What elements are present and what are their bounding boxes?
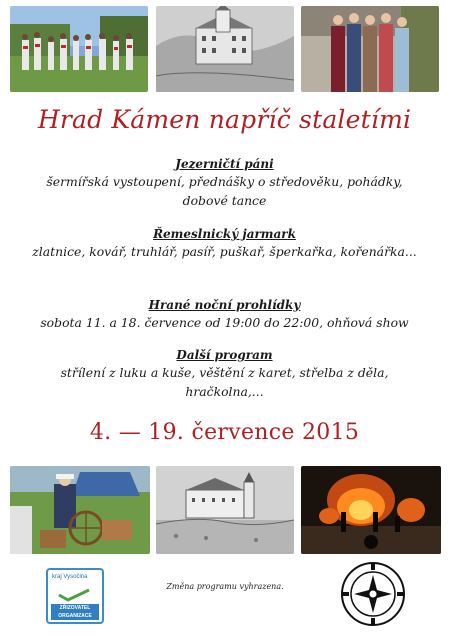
page-title: Hrad Kámen napříč staletími [37,105,412,134]
section-text: šermířská vystoupení, přednášky o středověku, pohádky, dobové tance [46,174,403,208]
seal-emblem [340,561,406,627]
event-dates: 4. — 19. července 2015 [89,420,360,445]
section-text: sobota 11. a 18. července od 19:00 do 22:00, ohňová show [40,315,409,330]
section-heading: Jezerničtí páni [175,157,274,171]
section-heading: Hrané noční prohlídky [148,298,301,312]
logo-brand-text: kraj Vysočina [52,574,88,580]
ladies-costume-photo [301,6,439,92]
section-jarmark [0,226,449,261]
section-heading: Řemeslnický jarmark [153,227,296,241]
logo-badge: ZŘIZOVATEL ORGANIZACE [51,604,99,620]
section-nocni-prohlidky [0,297,449,332]
program-change-note: Změna programu vyhrazena. [166,582,284,591]
section-dalsi-program [0,347,449,401]
castle-engraving [156,6,294,92]
fire-show-photo [301,466,441,554]
section-heading: Další program [176,348,273,362]
section-text: zlatnice, kovář, truhlář, pasíř, puškař, šperkařka, kořenářka... [32,244,417,259]
knights-photo [10,6,148,92]
logo-mark-icon [56,588,92,602]
castle-drawing [156,466,294,554]
spinning-wheel-photo [10,466,150,554]
kraj-vysocina-logo [46,568,104,624]
section-jezernicti-pani [0,156,449,210]
section-text: střílení z luku a kuše, věštění z karet, střelba z děla, hračkolna,... [60,365,389,399]
